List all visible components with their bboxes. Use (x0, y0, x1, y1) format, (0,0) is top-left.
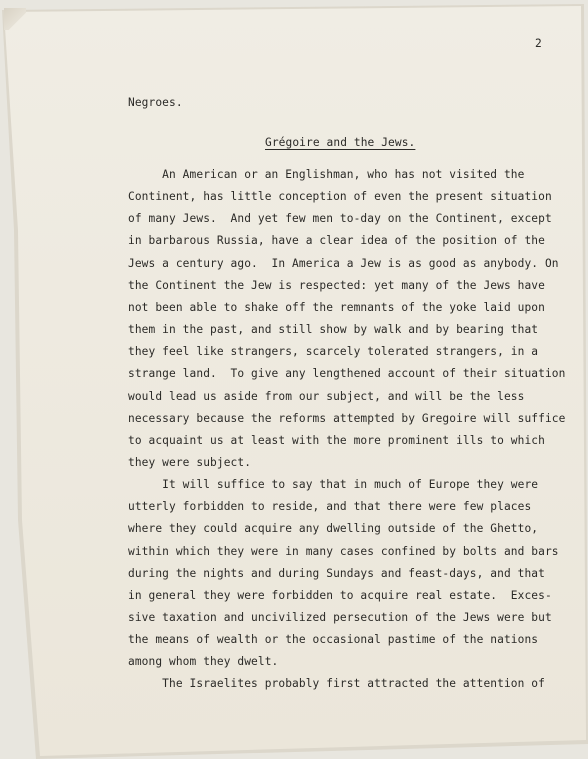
text-line: sive taxation and uncivilized persecution of the Jews were but (128, 611, 552, 624)
text-line: among whom they dwelt. (128, 655, 279, 669)
text-line: Jews a century ago. In America a Jew is as good as anybody. On (128, 256, 559, 270)
text-line: not been able to shake off the remnants of the yoke laid upon (128, 300, 545, 314)
preceding-text: Negroes. (128, 96, 183, 109)
text-line: they feel like strangers, scarcely tolerated strangers, in a (128, 345, 539, 359)
text-line: to acquaint us at least with the more prominent ills to which (128, 433, 545, 447)
text-line: utterly forbidden to reside, and that there were few places (128, 500, 532, 514)
text-line: during the nights and during Sundays and feast-days, and that (128, 566, 545, 580)
text-line: necessary because the reforms attempted by Gregoire will suffice (128, 411, 566, 425)
text-line: Continent, has little conception of even the present situation (128, 190, 552, 204)
text-line: in general they were forbidden to acquire real estate. Exces- (128, 588, 552, 602)
text-line: strange land. To give any lengthened account of their situation (128, 367, 566, 381)
text-line: within which they were in many cases confined by bolts and bars (128, 544, 559, 558)
text-line: would lead us aside from our subject, and will be the less (128, 389, 525, 403)
text-line: of many Jews. And yet few men to-day on the Continent, except (128, 212, 552, 226)
text-line: the means of wealth or the occasional pastime of the nations (128, 633, 539, 647)
text-line: It will suffice to say that in much of Europe they were (128, 478, 539, 492)
text-line: them in the past, and still show by walk and by bearing that (128, 323, 539, 337)
text-line: where they could acquire any dwelling outside of the Ghetto, (128, 522, 539, 536)
text-line: they were subject. (128, 455, 252, 469)
folded-corner (4, 8, 26, 30)
section-title: Grégoire and the Jews. (265, 136, 416, 149)
text-line: An American or an Englishman, who has not visited the (128, 168, 525, 181)
text-line: The Israelites probably first attracted the attention of (128, 677, 545, 691)
text-line: the Continent the Jew is respected: yet many of the Jews have (128, 278, 545, 292)
text-line: in barbarous Russia, have a clear idea of the position of the (128, 234, 545, 248)
page-number: 2 (535, 37, 542, 50)
